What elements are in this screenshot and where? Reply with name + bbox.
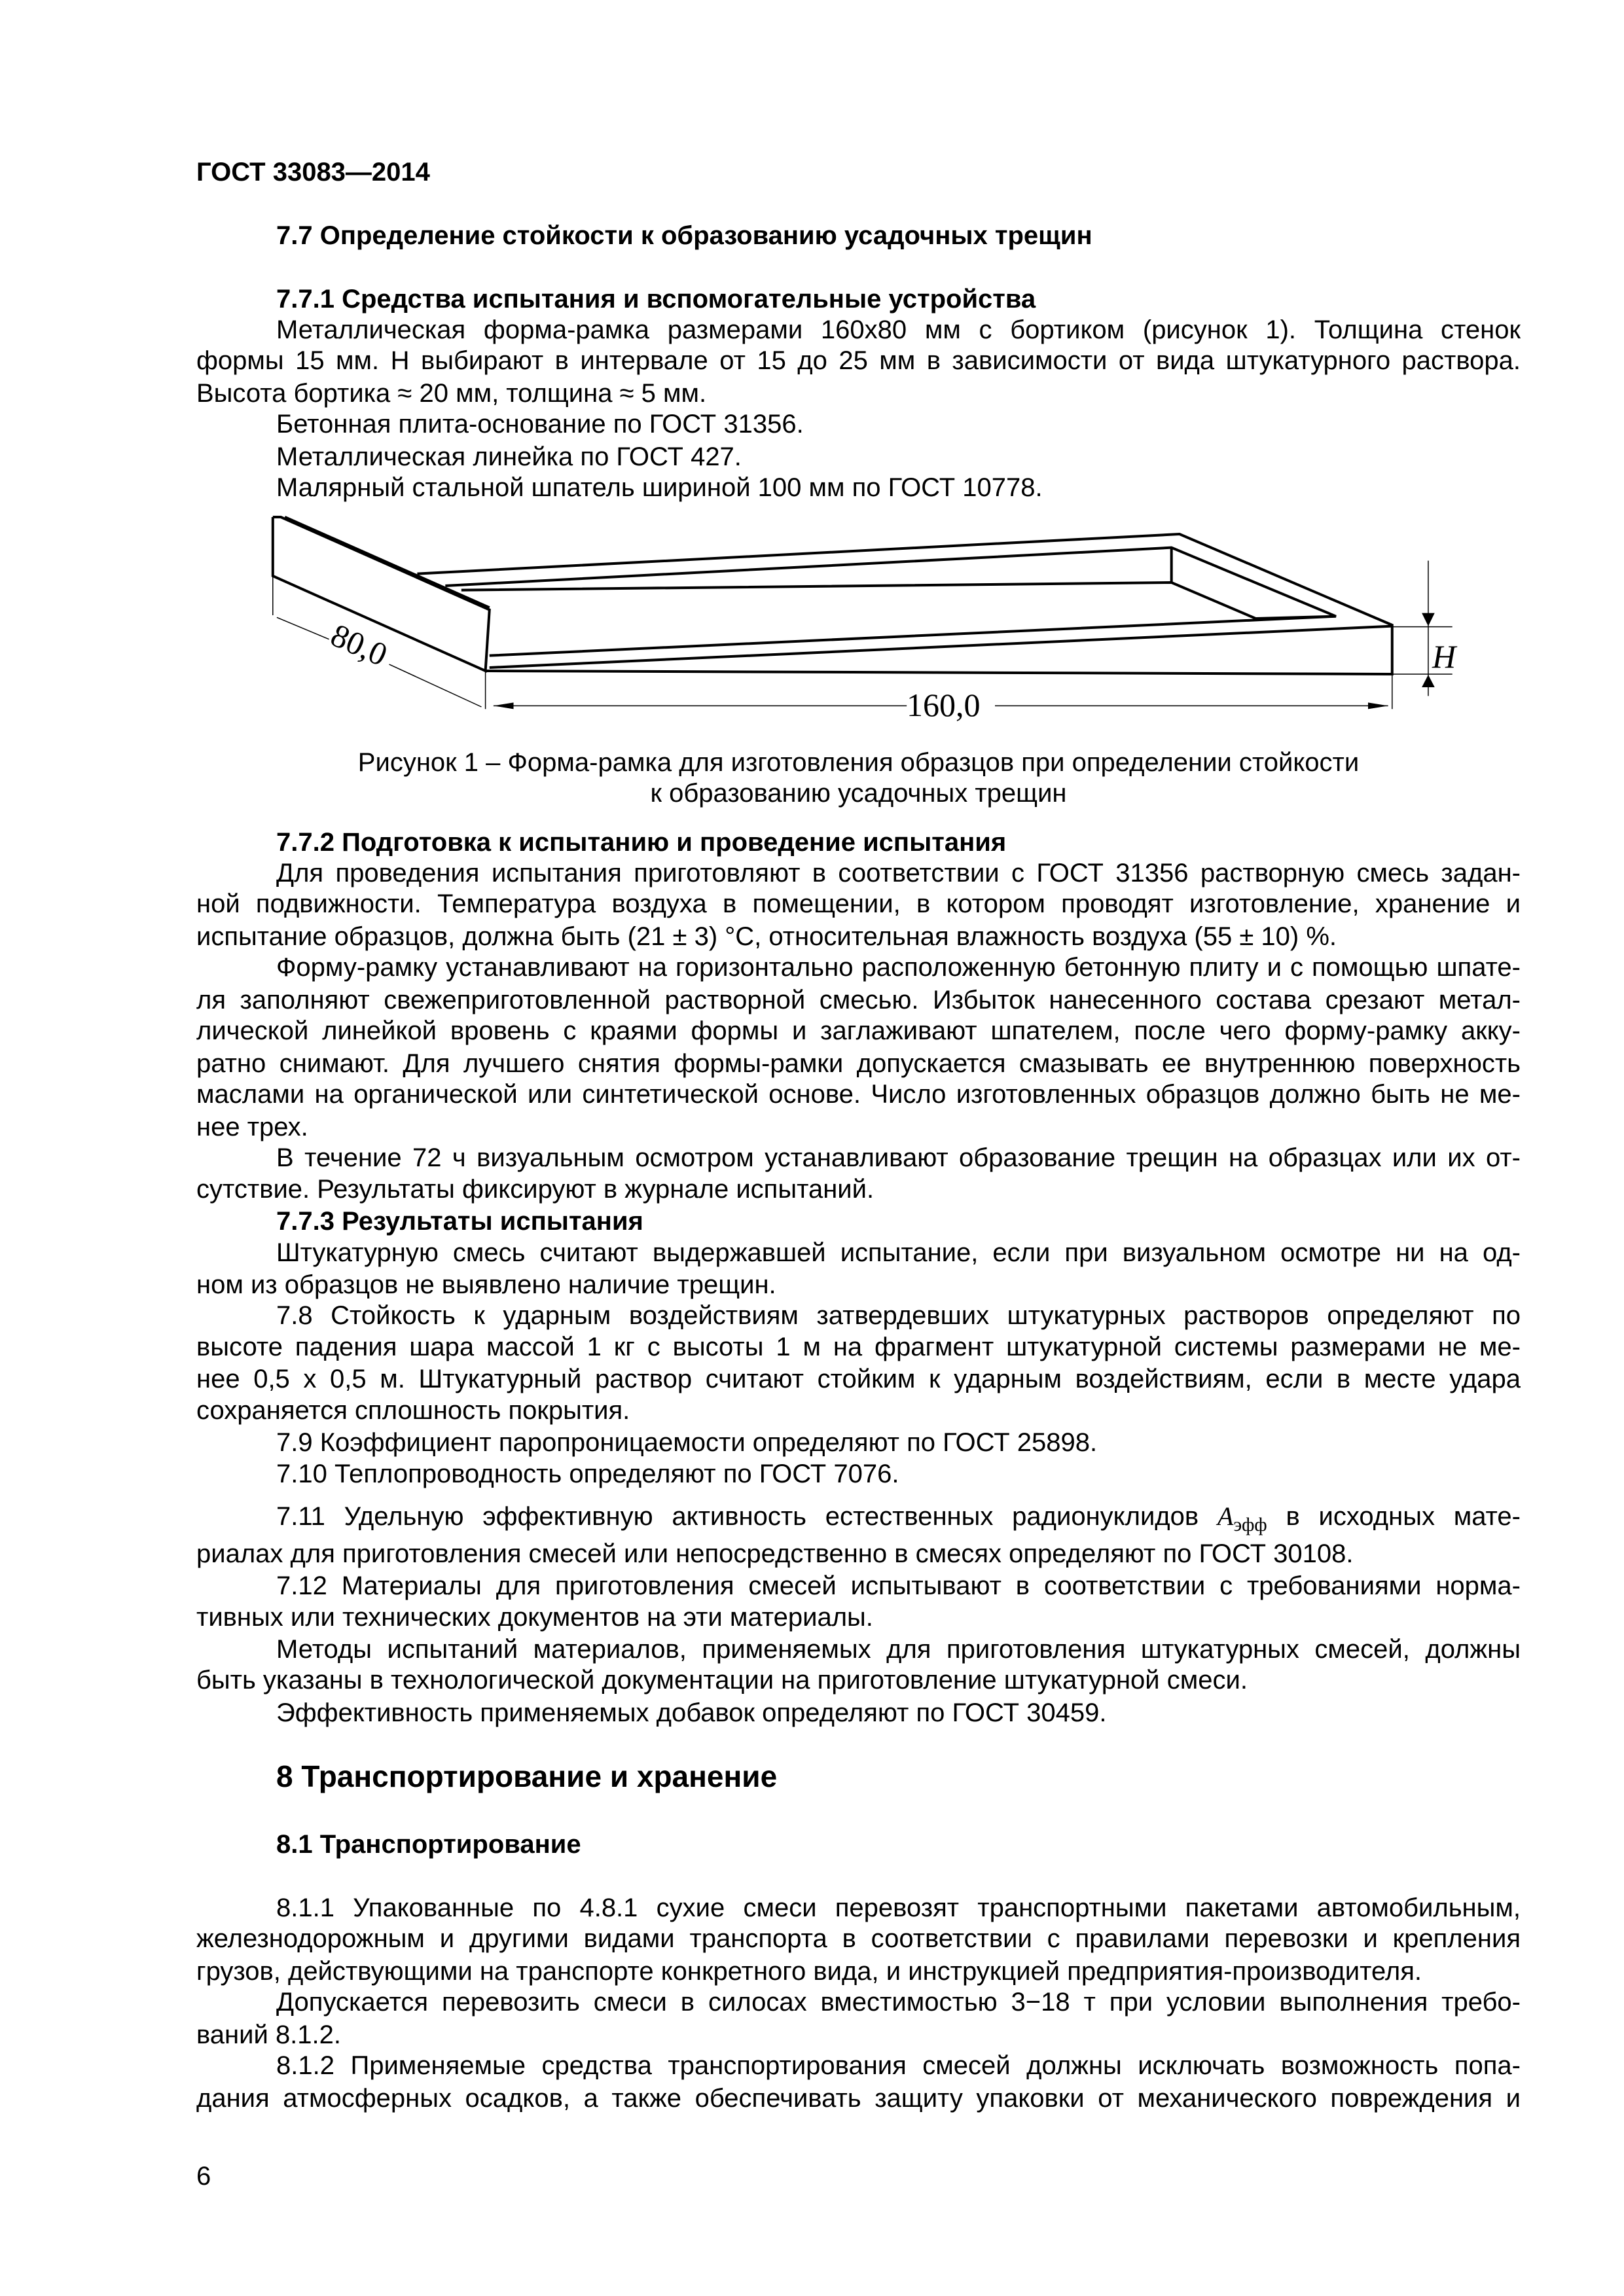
text-line: ваний 8.1.2. <box>196 2020 342 2049</box>
text-line: 7.10 Теплопроводность определяют по ГОСТ 7076. <box>276 1460 899 1488</box>
text-line: Эффективность применяемых добавок определяют по ГОСТ 30459. <box>276 1698 1107 1727</box>
page-number: 6 <box>196 2162 211 2191</box>
text-line: ля заполняют свежеприготовленной растворной смесью. Избыток нанесенного состава срезают метал- <box>196 986 1521 1014</box>
text-line: испытание образцов, должна быть (21 ± 3) °С, относительная влажность воздуха (55 ± 10) %. <box>196 922 1337 951</box>
text-line: сутствие. Результаты фиксируют в журнале испытаний. <box>196 1175 875 1204</box>
document-header: ГОСТ 33083—2014 <box>196 158 430 187</box>
text-line: Форму-рамку устанавливают на горизонтально расположенную бетонную плиту и с помощью шпате- <box>276 953 1521 982</box>
text-line <box>276 1501 1521 1541</box>
heading-7-7: 7.7 Определение стойкости к образованию усадочных трещин <box>276 221 1092 250</box>
dimension-height-label: H <box>1432 638 1456 675</box>
figure-caption: Рисунок 1 – Форма-рамка для изготовления образцов при определении стойкости <box>357 748 1360 777</box>
heading-7-7-1: 7.7.1 Средства испытания и вспомогательные устройства <box>276 285 1036 314</box>
text-line: формы 15 мм. H выбирают в интервале от 15 до 25 мм в зависимости от вида штукатурного раствора. <box>196 346 1521 375</box>
text-line: Бетонная плита-основание по ГОСТ 31356. <box>276 410 804 439</box>
symbol-subscript: эфф <box>1233 1514 1267 1535</box>
text-line: Для проведения испытания приготовляют в соответствии с ГОСТ 31356 растворную смесь задан- <box>276 859 1521 888</box>
text-line: 7.9 Коэффициент паропроницаемости определяют по ГОСТ 25898. <box>276 1428 1098 1457</box>
activity-symbol <box>1217 1501 1267 1535</box>
symbol-letter: A <box>1217 1501 1234 1531</box>
text-line: В течение 72 ч визуальным осмотром устанавливают образование трещин на образцах или их от- <box>276 1143 1521 1172</box>
text-line: быть указаны в технологической документации на приготовление штукатурной смеси. <box>196 1666 1248 1695</box>
text-line: 7.12 Материалы для приготовления смесей испытывают в соответствии с требованиями норма- <box>276 1571 1521 1600</box>
text-line: ном из образцов не выявлено наличие трещин. <box>196 1270 776 1299</box>
dimension-width-label: 80,0 <box>325 616 393 673</box>
text-line: сохраняется сплошность покрытия. <box>196 1396 630 1425</box>
figure-caption: к образованию усадочных трещин <box>650 779 1067 808</box>
text-line: 8.1.1 Упакованные по 4.8.1 сухие смеси перевозят транспортными пакетами автомобильным, <box>276 1893 1521 1922</box>
text-line: дания атмосферных осадков, а также обеспечивать защиту упаковки от механического повреждения и <box>196 2084 1521 2113</box>
text-line: Малярный стальной шпатель шириной 100 мм по ГОСТ 10778. <box>276 473 1043 502</box>
heading-7-7-2: 7.7.2 Подготовка к испытанию и проведение испытания <box>276 828 1007 857</box>
text-line: 8.1.2 Применяемые средства транспортирования смесей должны исключать возможность попа- <box>276 2051 1521 2080</box>
text-fragment: 7.11 Удельную эффективную активность естественных радионуклидов <box>276 1502 1199 1531</box>
heading-7-7-3: 7.7.3 Результаты испытания <box>276 1207 643 1236</box>
text-line: ратно снимают. Для лучшего снятия формы-рамки допускается смазывать ее внутреннюю поверхность <box>196 1049 1521 1078</box>
text-line: Металлическая линейка по ГОСТ 427. <box>276 442 742 471</box>
text-line: грузов, действующими на транспорте конкретного вида, и инструкцией предприятия-производителя. <box>196 1957 1422 1986</box>
text-line: ной подвижности. Температура воздуха в помещении, в котором проводят изготовление, хранение и <box>196 889 1521 918</box>
text-line: риалах для приготовления смесей или непосредственно в смесях определяют по ГОСТ 30108. <box>196 1539 1354 1568</box>
text-line: Высота бортика ≈ 20 мм, толщина ≈ 5 мм. <box>196 379 707 408</box>
text-fragment: в исходных мате- <box>1286 1502 1521 1531</box>
text-line: лической линейкой вровень с краями формы и заглаживают шпателем, после чего форму-рамку акку- <box>196 1016 1521 1045</box>
text-line: маслами на органической или синтетической основе. Число изготовленных образцов должно быть не ме- <box>196 1080 1521 1109</box>
text-line: нее 0,5 х 0,5 м. Штукатурный раствор считают стойким к ударным воздействиям, если в месте удара <box>196 1365 1521 1393</box>
heading-section-8: 8 Транспортирование и хранение <box>276 1759 778 1793</box>
text-line: нее трех. <box>196 1113 308 1141</box>
form-frame-figure <box>249 511 1492 740</box>
text-line: Штукатурную смесь считают выдержавшей испытание, если при визуальном осмотре ни на од- <box>276 1238 1521 1267</box>
text-line: высоте падения шара массой 1 кг с высоты 1 м на фрагмент штукатурной системы размерами не ме- <box>196 1333 1521 1361</box>
text-line: Допускается перевозить смеси в силосах вместимостью 3−18 т при условии выполнения требо- <box>276 1988 1521 2017</box>
text-line: Металлическая форма-рамка размерами 160х80 мм с бортиком (рисунок 1). Толщина стенок <box>276 315 1521 344</box>
text-line: тивных или технических документов на эти материалы. <box>196 1603 873 1632</box>
text-line: железнодорожным и другими видами транспорта в соответствии с правилами перевозки и крепления <box>196 1924 1521 1953</box>
heading-8-1: 8.1 Транспортирование <box>276 1830 581 1859</box>
text-line: 7.8 Стойкость к ударным воздействиям затвердевших штукатурных растворов определяют по <box>276 1301 1521 1330</box>
dimension-length-label: 160,0 <box>907 687 981 723</box>
text-line: Методы испытаний материалов, применяемых для приготовления штукатурных смесей, должны <box>276 1635 1521 1664</box>
